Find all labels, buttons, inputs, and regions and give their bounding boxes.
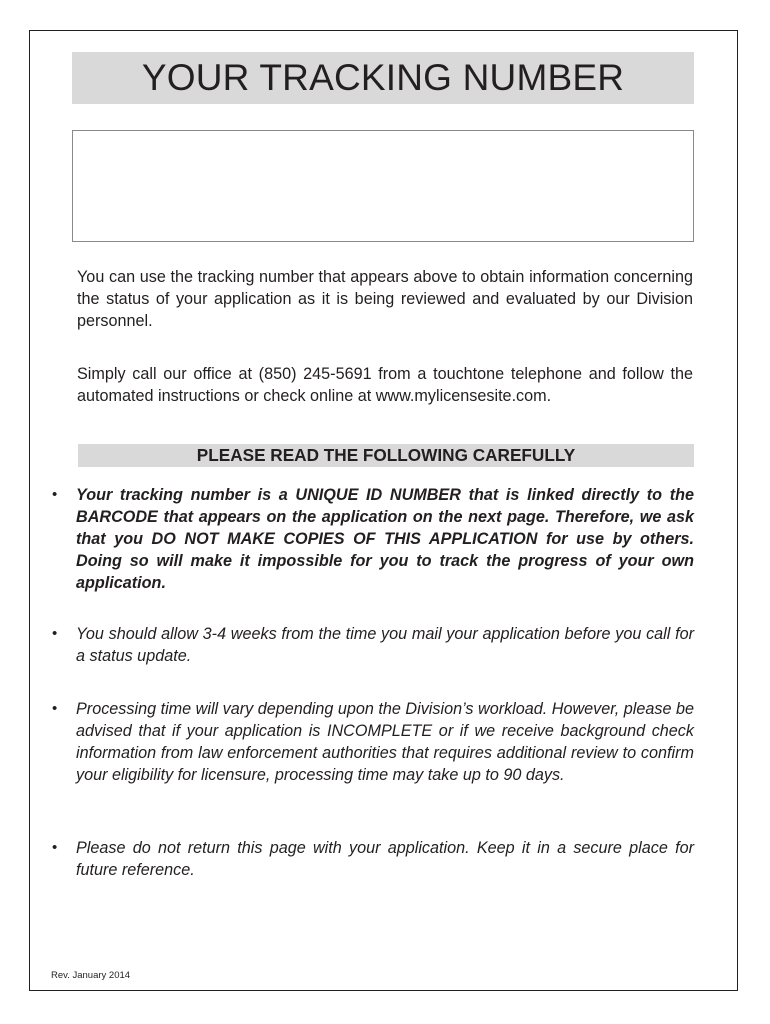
revision-date: Rev. January 2014 <box>51 970 131 981</box>
bullet-icon: • <box>52 486 58 503</box>
intro-paragraph-contact: Simply call our office at (850) 245-5691 from a touchtone telephone and follow the automated instructions or check online at www.mylicensesite.com. <box>77 365 693 405</box>
title-banner <box>72 52 694 104</box>
notice-heading: PLEASE READ THE FOLLOWING CAREFULLY <box>196 445 576 465</box>
notice-item-unique-id <box>52 484 694 594</box>
notice-item-text: Your tracking number is a UNIQUE ID NUMBER that is linked directly to the BARCODE that appears on the application on the next page. Therefore, we ask that you DO NOT MAKE COPIES OF THIS APPLICATION for use by others. Doing so will make it impossible for you to track the progress of your own application. <box>76 486 694 592</box>
bullet-icon: • <box>52 625 58 642</box>
intro-paragraph-tracking: You can use the tracking number that appears above to obtain information concerning the status of your application as it is being reviewed and evaluated by our Division personnel. <box>77 268 693 330</box>
notice-heading-banner <box>78 444 694 467</box>
page-title: YOUR TRACKING NUMBER <box>141 57 625 98</box>
bullet-icon: • <box>52 700 58 717</box>
notice-item-text: You should allow 3-4 weeks from the time you mail your application before you call for a status update. <box>76 625 694 665</box>
notice-item-text: Please do not return this page with your application. Keep it in a secure place for future reference. <box>76 839 694 879</box>
tracking-number-box <box>72 130 694 242</box>
notice-item-processing-time <box>52 698 694 786</box>
notice-item-text: Processing time will vary depending upon the Division’s workload. However, please be advised that if your application is INCOMPLETE or if we receive background check information from law enforcement authorities that requires additional review to confirm your eligibility for licensure, processing time may take up to 90 days. <box>76 700 694 784</box>
notice-item-allow-weeks <box>52 623 694 667</box>
notice-item-do-not-return <box>52 837 694 881</box>
bullet-icon: • <box>52 839 58 856</box>
